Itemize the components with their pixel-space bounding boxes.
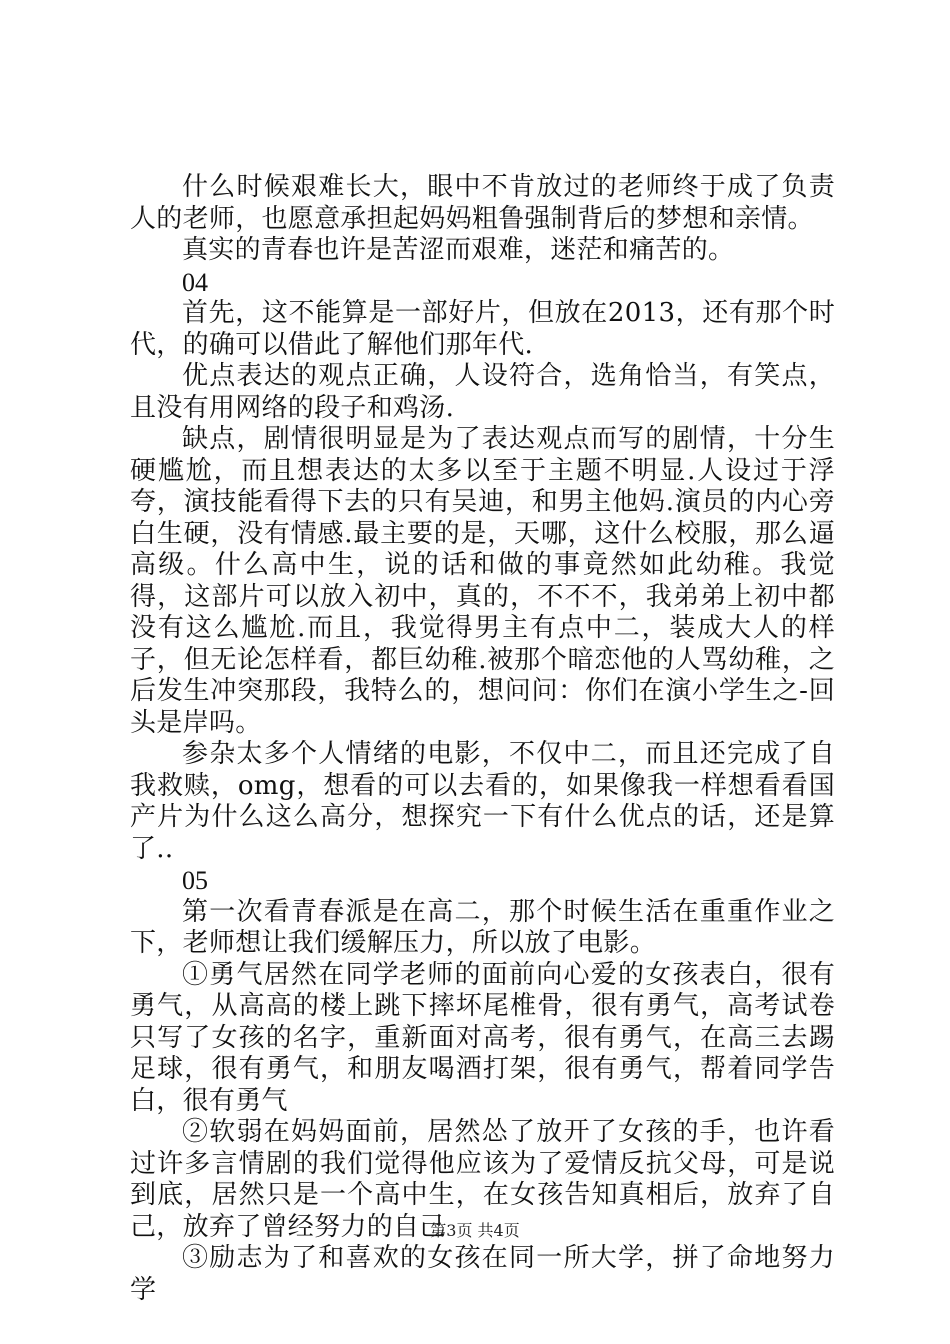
- paragraph: 缺点，剧情很明显是为了表达观点而写的剧情，十分生硬尴尬，而且想表达的太多以至于主题不明显.人设过于浮夸，演技能看得下去的只有吴迪，和男主他妈.演员的内心旁白生硬，没有情感.最主要的是，天哪，这什么校服，那么逼高级。什么高中生，说的话和做的事竟然如此幼稚。我觉得，这部片可以放入初中，真的，不不不，我弟弟上初中都没有这么尴尬.而且，我觉得男主有点中二，装成大人的样子，但无论怎样看，都巨幼稚.被那个暗恋他的人骂幼稚，之后发生冲突那段，我特么的，想问问：你们在演小学生之-回头是岸吗。: [130, 424, 835, 738]
- paragraph: 参杂太多个人情绪的电影，不仅中二，而且还完成了自我救赎，omg，想看的可以去看的，如果像我一样想看看国产片为什么这么高分，想探究一下有什么优点的话，还是算了..: [130, 739, 835, 864]
- paragraph: 首先，这不能算是一部好片，但放在2013，还有那个时代，的确可以借此了解他们那年代.: [130, 298, 835, 360]
- page-number-label: 第3页 共4页: [430, 1221, 520, 1240]
- paragraph: 什么时候艰难长大，眼中不肯放过的老师终于成了负责人的老师，也愿意承担起妈妈粗鲁强制背后的梦想和亲情。: [130, 172, 835, 234]
- paragraph: 优点表达的观点正确，人设符合，选角恰当，有笑点，且没有用网络的段子和鸡汤.: [130, 361, 835, 423]
- paragraph: ②软弱在妈妈面前，居然怂了放开了女孩的手，也许看过许多言情剧的我们觉得他应该为了爱情反抗父母，可是说到底，居然只是一个高中生，在女孩告知真相后，放弃了自己，放弃了曾经努力的自己: [130, 1117, 835, 1242]
- paragraph: ③励志为了和喜欢的女孩在同一所大学，拼了命地努力学: [130, 1243, 835, 1305]
- section-number: 04: [182, 267, 208, 297]
- paragraph: 真实的青春也许是苦涩而艰难，迷茫和痛苦的。: [182, 235, 735, 265]
- paragraph: ①勇气居然在同学老师的面前向心爱的女孩表白，很有勇气，从高高的楼上跳下摔坏尾椎骨，很有勇气，高考试卷只写了女孩的名字，重新面对高考，很有勇气，在高三去踢足球，很有勇气，和朋友喝酒打架，很有勇气，帮着同学告白，很有勇气: [130, 959, 835, 1116]
- section-number: 05: [182, 866, 208, 895]
- page-footer: [0, 1218, 950, 1241]
- paragraph: 第一次看青春派是在高二，那个时候生活在重重作业之下，老师想让我们缓解压力，所以放了电影。: [130, 896, 835, 958]
- document-body: [130, 172, 835, 1306]
